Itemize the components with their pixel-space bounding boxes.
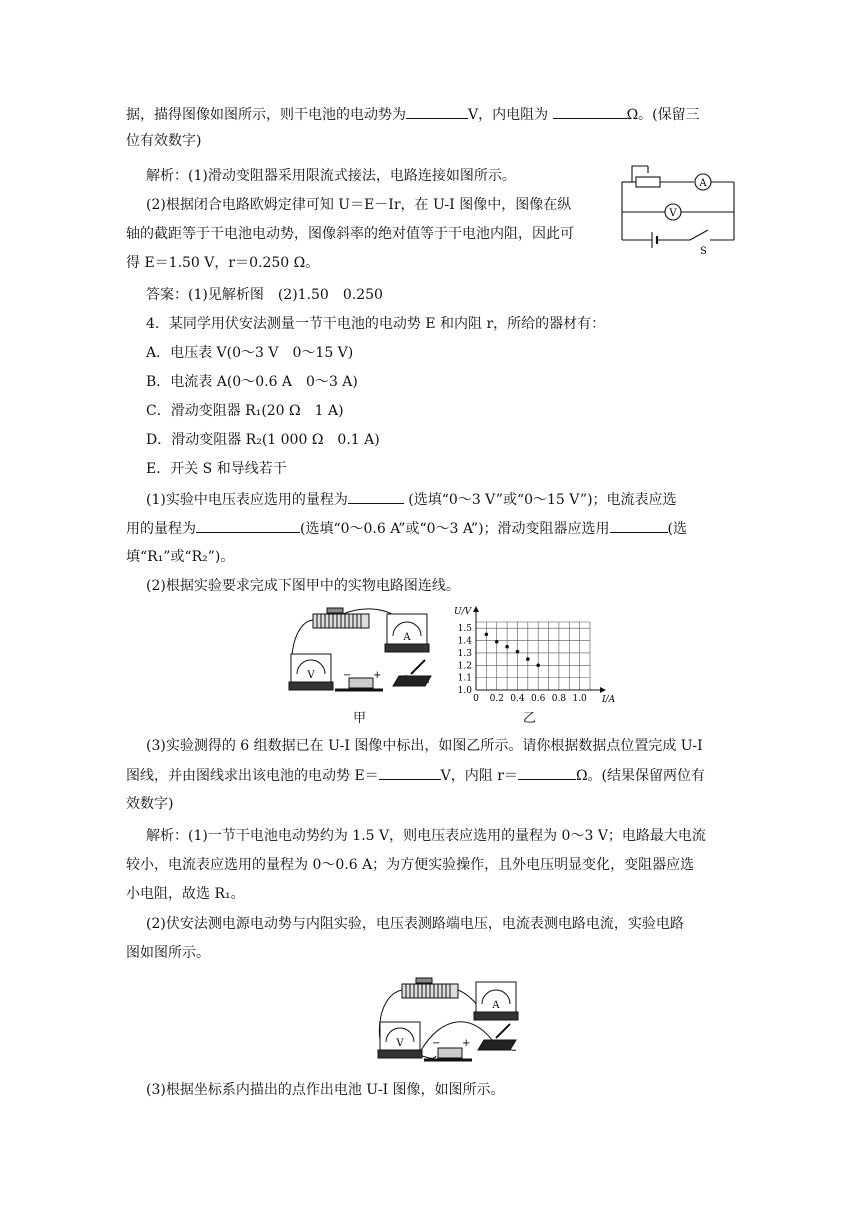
physical-circuit-answer	[372, 974, 524, 1072]
rheostat-symbol	[636, 177, 660, 187]
svg-text:+: +	[462, 1038, 471, 1049]
solution-line-2: (2)根据闭合电路欧姆定律可知 U＝E－Ir，在 U-I 图像中，图像在纵	[146, 197, 572, 213]
x-tick-label: 0.8	[551, 694, 567, 704]
rheostat-device-2	[402, 978, 458, 998]
option-e: E．开关 S 和导线若干	[146, 461, 287, 477]
rheostat-device	[313, 608, 369, 628]
question-part-3-end: 效数字)	[126, 796, 174, 812]
figure-label-jia: 甲	[353, 711, 367, 726]
question-4-stem: 4．某同学用伏安法测量一节干电池的电动势 E 和内阻 r，所给的器材有：	[146, 316, 606, 332]
y-tick-label: 1.5	[457, 624, 472, 635]
battery-device-2	[424, 1038, 472, 1060]
svg-text:V: V	[396, 1038, 404, 1049]
solution2-line-5: 图如图所示。	[126, 945, 210, 961]
y-tick-label: 1.0	[457, 686, 472, 696]
data-point	[505, 645, 509, 649]
y-axis-label: U/V	[454, 607, 472, 617]
solution-line-1: 解析：(1)滑动变阻器采用限流式接法，电路连接如图所示。	[146, 168, 516, 184]
option-d: D．滑动变阻器 R₂(1 000 Ω 0.1 A)	[146, 432, 380, 448]
x-tick-label: 0.6	[531, 694, 546, 704]
switch-symbol	[690, 230, 708, 240]
question-part-3-cont: 图线，并由图线求出该电池的电动势 E＝ V，内阻 r＝ Ω。(结果保留两位有	[126, 765, 705, 786]
solution2-line-3: 小电阻，故选 R₁。	[126, 886, 245, 902]
option-b: B．电流表 A(0～0.6 A 0～3 A)	[146, 374, 358, 390]
svg-text:A: A	[403, 632, 411, 643]
ui-chart	[450, 604, 620, 708]
y-tick-label: 1.1	[457, 673, 472, 684]
y-tick-label: 1.4	[457, 636, 472, 647]
x-tick-label: 1.0	[572, 694, 587, 704]
ammeter-device	[385, 614, 429, 652]
voltmeter-label: V	[669, 208, 677, 219]
switch-device-2	[478, 1024, 516, 1050]
ammeter-device-2	[474, 982, 518, 1020]
solution-line-3: 轴的截距等于干电池电动势，图像斜率的绝对值等于干电池内阻，因此可	[126, 226, 574, 242]
text-line-1: 据，描得图像如图所示，则干电池的电动势为 V，内电阻为 Ω。(保留三	[126, 104, 700, 125]
svg-text:−: −	[343, 670, 352, 681]
circuit-diagram	[616, 160, 740, 256]
solution2-line-2: 较小，电流表应选用的量程为 0～0.6 A；为方便实验操作，且外电压明显变化，变阻器应选	[126, 857, 695, 873]
x-axis-label: I/A	[602, 695, 616, 705]
option-c: C．滑动变阻器 R₁(20 Ω 1 A)	[146, 403, 344, 419]
data-point	[485, 633, 489, 637]
solution-line-4: 得 E＝1.50 V，r＝0.250 Ω。	[126, 255, 320, 271]
question-part-1-end: 填“R₁”或“R₂”)。	[126, 549, 235, 565]
data-point	[536, 663, 540, 667]
question-part-1: (1)实验中电压表应选用的量程为 (选填“0～3 V”或“0～15 V”)；电流表应选	[146, 489, 677, 510]
switch-device	[393, 660, 431, 686]
figure-label-yi: 乙	[523, 711, 537, 726]
voltmeter-device-2	[378, 1022, 422, 1058]
data-point	[516, 650, 520, 654]
x-tick-label: 0.2	[489, 694, 504, 704]
x-tick-label: 0	[473, 694, 479, 704]
text-line-2: 位有效数字)	[126, 133, 202, 149]
question-part-1-cont: 用的量程为 (选填“0～0.6 A”或“0～3 A”)；滑动变阻器应选用 (选	[126, 518, 687, 539]
svg-text:+: +	[373, 670, 382, 681]
physical-circuit-jia	[283, 604, 439, 704]
data-point	[495, 640, 499, 644]
answer-line: 答案：(1)见解析图 (2)1.50 0.250	[146, 287, 383, 303]
question-part-2: (2)根据实验要求完成下图甲中的实物电路图连线。	[146, 578, 460, 594]
switch-label: S	[700, 246, 707, 256]
question-part-3: (3)实验测得的 6 组数据已在 U-I 图像中标出，如图乙所示。请你根据数据点位置完成 U-I	[146, 738, 703, 754]
svg-text:A: A	[492, 1000, 500, 1011]
voltmeter-device	[289, 654, 333, 690]
solution2-line-4: (2)伏安法测电源电动势与内阻实验，电压表测路端电压，电流表测电路电流，实验电路	[146, 916, 684, 932]
option-a: A．电压表 V(0～3 V 0～15 V)	[146, 345, 354, 361]
solution2-line-1: 解析：(1)一节干电池电动势约为 1.5 V，则电压表应选用的量程为 0～3 V；电路最大电流	[146, 828, 706, 844]
svg-text:−: −	[432, 1038, 441, 1049]
battery-device	[335, 670, 383, 690]
y-tick-label: 1.3	[457, 648, 472, 659]
ammeter-label: A	[699, 178, 707, 189]
x-tick-label: 0.4	[510, 694, 525, 704]
y-tick-label: 1.2	[457, 661, 472, 672]
x-axis-arrow	[600, 687, 606, 693]
data-point	[526, 657, 530, 661]
svg-text:V: V	[307, 670, 315, 681]
y-axis-arrow	[473, 606, 479, 612]
solution2-line-6: (3)根据坐标系内描出的点作出电池 U-I 图像，如图所示。	[146, 1082, 505, 1098]
